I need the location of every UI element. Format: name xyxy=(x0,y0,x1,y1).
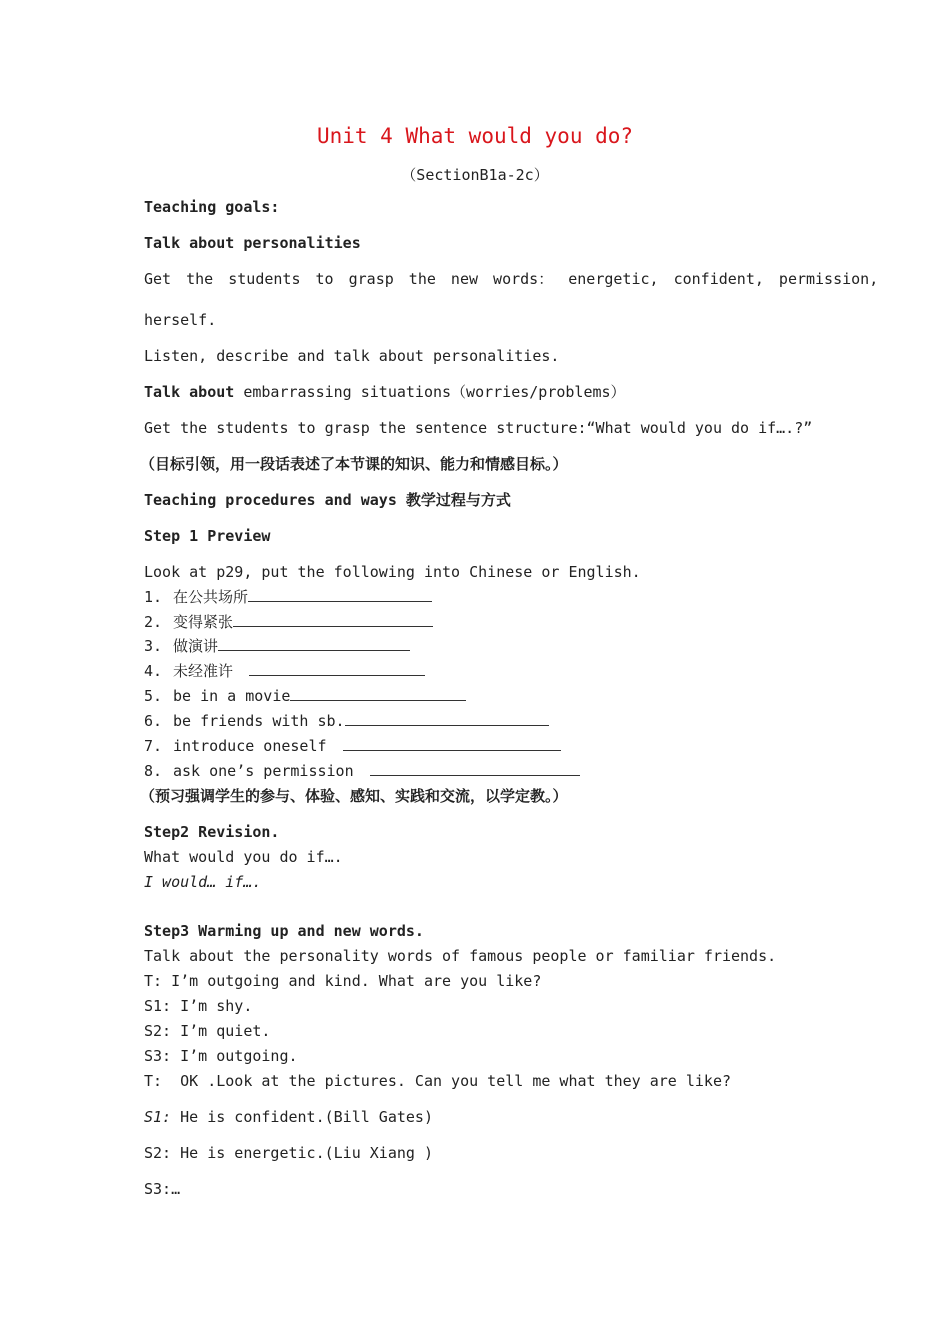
answer-blank xyxy=(345,711,549,726)
list-item: 4. 未经准许 xyxy=(144,661,425,681)
procedures-heading: Teaching procedures and ways 教学过程与方式 xyxy=(144,491,511,509)
step3-line: Talk about the personality words of famous people or familiar friends. xyxy=(144,947,777,965)
s1-label: S1: xyxy=(144,1108,172,1126)
list-item: 3. 做演讲 xyxy=(144,636,410,656)
answer-blank xyxy=(248,587,432,602)
answer-blank xyxy=(218,636,410,651)
goal1-line3: Listen, describe and talk about personalities. xyxy=(144,347,560,365)
goal1-heading: Talk about personalities xyxy=(144,234,361,252)
answer-blank xyxy=(290,686,466,701)
goal2-line1: Get the students to grasp the sentence structure:“What would you do if….?” xyxy=(144,419,813,437)
step3-s2-line: S2: He is energetic.(Liu Xiang ) xyxy=(144,1144,433,1162)
goal2-heading xyxy=(144,382,626,402)
goal-note: （目标引领，用一段话表述了本节课的知识、能力和情感目标。） xyxy=(140,455,568,473)
step1-heading: Step 1 Preview xyxy=(144,527,271,545)
answer-blank xyxy=(249,661,425,676)
step1-instruction: Look at p29, put the following into Chinese or English. xyxy=(144,563,641,581)
list-item: 6. be friends with sb. xyxy=(144,711,549,731)
answer-blank xyxy=(370,761,580,776)
step3-s3-line: S3:… xyxy=(144,1180,181,1198)
goal2-heading-bold: Talk about xyxy=(144,383,235,401)
step3-line: T: I’m outgoing and kind. What are you like? xyxy=(144,972,542,990)
step3-line: S2: I’m quiet. xyxy=(144,1022,271,1040)
step2-line2: I would… if…. xyxy=(144,873,262,891)
list-item: 7. introduce oneself xyxy=(144,736,561,756)
goal1-line1: Get the students to grasp the new words： energetic, confident, permission, xyxy=(144,270,879,288)
answer-blank xyxy=(343,736,561,751)
goal2-heading-rest: embarrassing situations（worries/problems） xyxy=(234,383,626,401)
step3-line: T: OK .Look at the pictures. Can you tell me what they are like? xyxy=(144,1072,731,1090)
answer-blank xyxy=(233,612,433,627)
page-subtitle: （SectionB1a-2c） xyxy=(401,166,549,184)
step3-heading: Step3 Warming up and new words. xyxy=(144,922,424,940)
list-item: 8. ask one’s permission xyxy=(144,761,580,781)
step3-line: S1: I’m shy. xyxy=(144,997,253,1015)
step2-line1: What would you do if…. xyxy=(144,848,343,866)
goal1-line2: herself. xyxy=(144,311,217,329)
list-item: 2. 变得紧张 xyxy=(144,612,433,632)
step3-s1-line xyxy=(144,1107,433,1127)
step3-line: S3: I’m outgoing. xyxy=(144,1047,298,1065)
goals-heading: Teaching goals: xyxy=(144,198,280,216)
list-item: 1. 在公共场所 xyxy=(144,587,432,607)
list-item: 5. be in a movie xyxy=(144,686,466,706)
step2-heading: Step2 Revision. xyxy=(144,823,280,841)
s1-text: He is confident.(Bill Gates) xyxy=(171,1108,433,1126)
page-title: Unit 4 What would you do? xyxy=(316,124,634,148)
step1-note: （预习强调学生的参与、体验、感知、实践和交流，以学定教。） xyxy=(140,787,568,805)
